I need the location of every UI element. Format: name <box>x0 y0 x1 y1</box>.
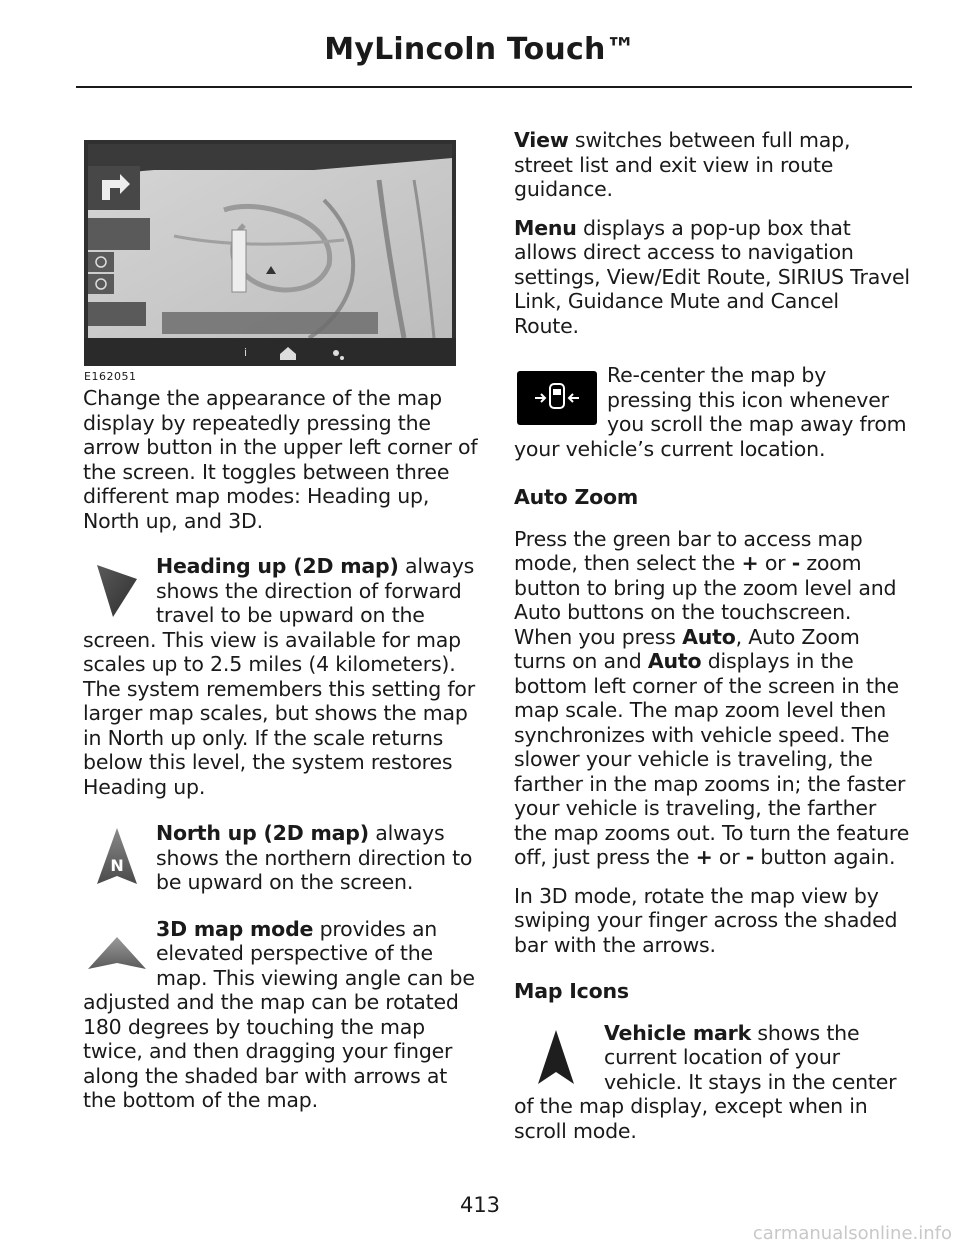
north-up-paragraph: North up (2D map) always shows the northern direction to be upward on the screen. <box>156 821 473 894</box>
north-up-icon <box>83 821 151 893</box>
view-term: View <box>514 128 569 152</box>
right-column <box>514 128 910 1143</box>
left-column <box>83 386 478 1113</box>
north-letter: N <box>110 856 124 875</box>
3d-rotate-paragraph: In 3D mode, rotate the map view by swiping your finger across the shaded bar with the arrows. <box>514 883 898 957</box>
recenter-paragraph: Re-center the map by pressing this icon whenever you scroll the map away from your vehicle’s current location. <box>514 363 907 461</box>
auto-zoom-paragraph: Press the green bar to access map mode, then select the + or - zoom button to bring up the zoom level and Auto buttons on the touchscreen. When you press Auto, Auto Zoom turns on and Auto displays in the bottom left corner of the screen in the map scale. The map zoom level then synchronizes with vehicle speed. The slower your vehicle is traveling, the farther in the map zooms in; the faster your vehicle is traveling, the farther the map zooms out. To turn the feature off, just press the + or - button again. <box>514 526 910 869</box>
auto-zoom-heading: Auto Zoom <box>514 485 639 509</box>
menu-term: Menu <box>514 215 577 240</box>
recenter-icon <box>514 363 600 433</box>
watermark: carmanualsonline.info <box>752 1223 952 1244</box>
page-number: 413 <box>459 1193 501 1217</box>
vehicle-mark-paragraph: Vehicle mark shows the current location of your vehicle. It stays in the center of the map display, except when in scroll mode. <box>514 1020 897 1143</box>
heading-up-icon <box>83 554 151 626</box>
vehicle-mark-icon <box>514 1021 598 1093</box>
vehicle-mark-term: Vehicle mark <box>604 1020 752 1045</box>
intro-paragraph: Change the appearance of the map display by repeatedly pressing the arrow button in the upper left corner of the screen. It toggles between three different map modes: Heading up, North up, and 3D. <box>83 386 478 533</box>
menu-paragraph: Menu displays a pop-up box that allows direct access to navigation settings, View/Edit Route, SIRIUS Travel Link, Guidance Mute and Cancel Route. <box>514 215 910 338</box>
map-screen-illustration <box>84 140 456 366</box>
figure-code: E162051 <box>84 370 137 383</box>
heading-up-paragraph: Heading up (2D map) always shows the direction of forward travel to be upward on the screen. This view is available for map scales up to 2.5 miles (4 kilometers). The system remembers this setting for larger map scales, but shows the map in North up only. If the scale returns below this level, the system restores Heading up. <box>83 554 475 799</box>
map-3d-paragraph: 3D map mode provides an elevated perspective of the map. This viewing angle can be adjusted and the map can be rotated 180 degrees by touching the map twice, and then dragging your finger along the shaded bar with arrows at the bottom of the map. <box>83 916 475 1112</box>
svg-text:i: i <box>244 346 248 359</box>
header-divider <box>76 86 912 88</box>
map-icons-heading: Map Icons <box>514 979 629 1003</box>
heading-up-term: Heading up (2D map) <box>156 554 399 578</box>
page-header-title: MyLincoln Touch™ <box>324 32 636 67</box>
map-3d-term: 3D map mode <box>156 916 314 941</box>
navigation-map-figure <box>84 140 456 366</box>
map-3d-icon <box>83 917 151 989</box>
north-up-term: North up (2D map) <box>156 821 369 845</box>
view-paragraph: View switches between full map, street list and exit view in route guidance. <box>514 128 851 201</box>
